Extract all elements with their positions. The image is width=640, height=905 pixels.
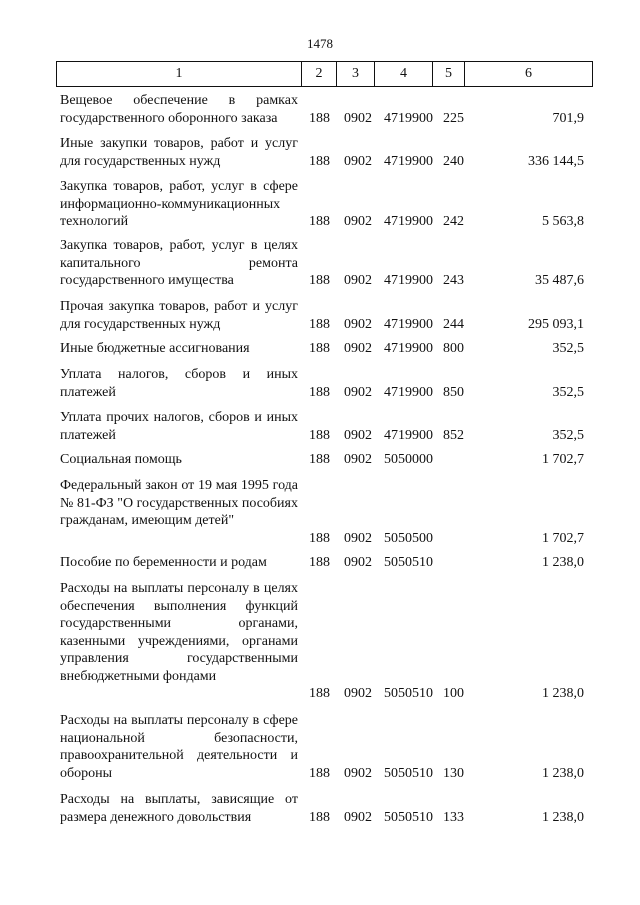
- row-name: Уплата прочих налогов, сборов и иных платежей: [60, 410, 298, 443]
- row-col-2: 188: [309, 427, 330, 443]
- row-col-6: 352,5: [552, 427, 584, 443]
- row-col-6: 1 238,0: [542, 809, 584, 825]
- row-col-6: 701,9: [552, 110, 584, 126]
- row-col-5: 243: [443, 273, 464, 288]
- column-header-6: 6: [465, 62, 593, 87]
- row-col-3: 0902: [344, 153, 372, 169]
- row-name: Пособие по беременности и родам: [60, 555, 267, 570]
- row-name: Закупка товаров, работ, услуг в сфере информационно-коммуникационных технологий: [60, 179, 298, 229]
- table-row: [0, 712, 640, 782]
- row-col-2: 188: [309, 555, 330, 570]
- row-col-5: 240: [443, 153, 464, 169]
- row-col-6: 1 702,7: [542, 530, 584, 546]
- row-col-3: 0902: [344, 316, 372, 332]
- table-row: [0, 178, 640, 231]
- table-row: [0, 554, 640, 572]
- row-col-4: 5050510: [384, 809, 433, 825]
- row-col-4: 4719900: [384, 427, 433, 443]
- row-col-3: 0902: [344, 809, 372, 825]
- row-name: Расходы на выплаты персоналу в сфере национальной безопасности, правоохранительной деятельности и обороны: [60, 713, 298, 781]
- table-row: [0, 477, 640, 547]
- row-name: Иные закупки товаров, работ и услуг для государственных нужд: [60, 136, 298, 169]
- row-col-2: 188: [309, 273, 330, 288]
- row-col-2: 188: [309, 153, 330, 169]
- row-name: Иные бюджетные ассигнования: [60, 341, 250, 356]
- row-col-3: 0902: [344, 765, 372, 781]
- row-col-6: 1 238,0: [542, 765, 584, 781]
- row-col-2: 188: [309, 765, 330, 781]
- row-col-6: 295 093,1: [528, 316, 584, 332]
- column-header-1: 1: [57, 62, 302, 87]
- row-col-6: 1 702,7: [542, 452, 584, 467]
- row-col-5: 130: [443, 765, 464, 781]
- row-col-6: 352,5: [552, 384, 584, 400]
- row-col-3: 0902: [344, 530, 372, 546]
- row-col-5: 800: [443, 341, 464, 356]
- row-col-4: 4719900: [384, 384, 433, 400]
- row-col-5: 852: [443, 427, 464, 443]
- row-col-2: 188: [309, 452, 330, 467]
- table-row: [0, 791, 640, 826]
- row-col-4: 4719900: [384, 341, 433, 356]
- row-col-3: 0902: [344, 110, 372, 126]
- row-col-4: 5050510: [384, 686, 433, 701]
- table-row: [0, 366, 640, 401]
- row-name: Социальная помощь: [60, 452, 182, 467]
- row-col-4: 4719900: [384, 316, 433, 332]
- row-col-2: 188: [309, 384, 330, 400]
- table-row: [0, 451, 640, 469]
- row-name: Уплата налогов, сборов и иных платежей: [60, 367, 298, 400]
- row-col-6: 35 487,6: [535, 273, 584, 288]
- row-col-2: 188: [309, 316, 330, 332]
- row-col-5: 242: [443, 214, 464, 229]
- row-col-6: 1 238,0: [542, 555, 584, 570]
- row-name: Федеральный закон от 19 мая 1995 года № 81-ФЗ "О государственных пособиях гражданам, имеющим детей": [60, 478, 298, 528]
- page-number: 1478: [307, 36, 333, 51]
- row-col-3: 0902: [344, 214, 372, 229]
- row-name: Расходы на выплаты, зависящие от размера денежного довольствия: [60, 792, 298, 825]
- row-col-3: 0902: [344, 555, 372, 570]
- table-row: [0, 580, 640, 703]
- row-col-4: 5050510: [384, 555, 433, 570]
- row-col-3: 0902: [344, 452, 372, 467]
- row-col-5: 850: [443, 384, 464, 400]
- row-name: Закупка товаров, работ, услуг в целях капитального ремонта государственного имущества: [60, 238, 298, 288]
- table-row: [0, 237, 640, 290]
- row-col-5: 225: [443, 110, 464, 126]
- row-col-3: 0902: [344, 686, 372, 701]
- row-col-4: 4719900: [384, 110, 433, 126]
- row-col-6: 352,5: [552, 341, 584, 356]
- row-col-4: 5050000: [384, 452, 433, 467]
- row-col-4: 5050510: [384, 765, 433, 781]
- row-col-2: 188: [309, 530, 330, 546]
- table-row: [0, 135, 640, 170]
- row-name: Прочая закупка товаров, работ и услуг для государственных нужд: [60, 299, 298, 332]
- row-name: Расходы на выплаты персоналу в целях обеспечения выполнения функций государственными органами, казенными учреждениями, органами управления государственными внебюджетными фондами: [60, 581, 298, 684]
- row-col-3: 0902: [344, 341, 372, 356]
- row-col-3: 0902: [344, 273, 372, 288]
- row-col-5: 133: [443, 809, 464, 825]
- row-col-2: 188: [309, 341, 330, 356]
- row-col-4: 4719900: [384, 153, 433, 169]
- row-name: Вещевое обеспечение в рамках государственного оборонного заказа: [60, 93, 298, 126]
- column-header-5: 5: [433, 62, 465, 87]
- column-header-3: 3: [337, 62, 375, 87]
- table-row: [0, 298, 640, 333]
- row-col-4: 4719900: [384, 273, 433, 288]
- row-col-6: 336 144,5: [528, 153, 584, 169]
- table-row: [0, 340, 640, 358]
- row-col-2: 188: [309, 686, 330, 701]
- row-col-6: 1 238,0: [542, 686, 584, 701]
- row-col-4: 5050500: [384, 530, 433, 546]
- row-col-5: 244: [443, 316, 464, 332]
- row-col-3: 0902: [344, 427, 372, 443]
- column-header-row: [57, 62, 593, 87]
- row-col-5: 100: [443, 686, 464, 701]
- column-header-2: 2: [302, 62, 337, 87]
- row-col-2: 188: [309, 110, 330, 126]
- table-row: [0, 92, 640, 127]
- row-col-3: 0902: [344, 384, 372, 400]
- table-row: [0, 409, 640, 444]
- row-col-6: 5 563,8: [542, 214, 584, 229]
- column-header-table: [56, 61, 593, 87]
- row-col-2: 188: [309, 214, 330, 229]
- row-col-2: 188: [309, 809, 330, 825]
- column-header-4: 4: [375, 62, 433, 87]
- row-col-4: 4719900: [384, 214, 433, 229]
